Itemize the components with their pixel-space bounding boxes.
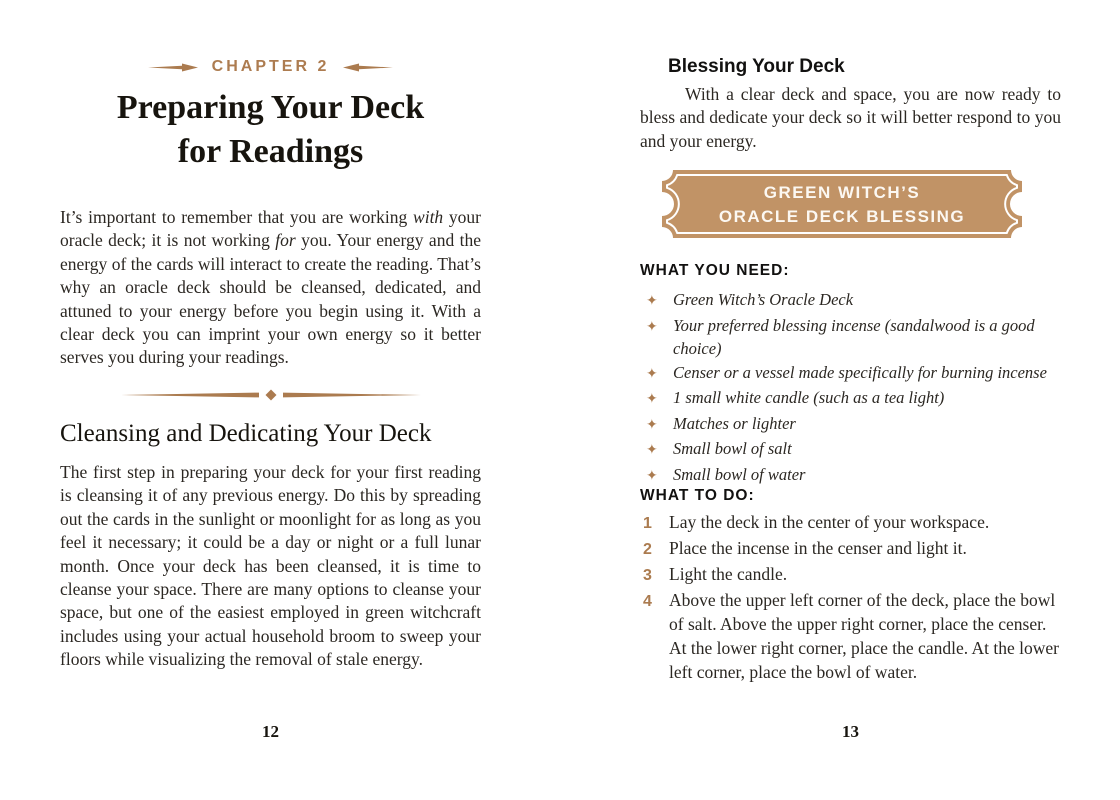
step-number: 3 xyxy=(643,567,652,584)
section-divider xyxy=(60,388,481,402)
divider-ornament-icon xyxy=(121,388,421,402)
supply-item xyxy=(640,463,1061,489)
page-number-left: 12 xyxy=(262,722,279,741)
sparkle-bullet-icon: ✦ xyxy=(646,416,658,433)
what-to-do-label: WHAT TO DO: xyxy=(640,487,755,504)
section-paragraph: The first step in preparing your deck for your first reading is cleansing it of any previous energy. Do this by spreading out the cards in the sunlight or moonlight for as long as you feel it necessary; it could be a day or night or a full lunar month. Once your deck has been cleansed, it is time to cleanse your space. There are many options to cleanse your space, but one of the easiest employed in green witchcraft includes using your actual household broom to sweep your floors while visualizing the removal of stale energy. xyxy=(60,462,481,670)
chapter-title xyxy=(60,86,481,174)
item-text: Small bowl of salt xyxy=(673,439,792,458)
blessing-badge xyxy=(662,170,1022,238)
blessing-intro-paragraph: With a clear deck and space, you are now ready to bless and dedicate your deck so it will better respond to you and your energy. xyxy=(640,84,1061,151)
step-item xyxy=(640,536,1061,562)
blessing-subheading: Blessing Your Deck xyxy=(668,56,845,77)
item-text: Light the candle. xyxy=(669,564,788,584)
item-text: Small bowl of water xyxy=(673,464,806,484)
supplies-list xyxy=(640,288,1061,488)
left-page xyxy=(60,0,481,800)
step-number: 2 xyxy=(643,541,652,558)
steps-list xyxy=(640,510,1061,684)
right-page xyxy=(640,0,1061,800)
item-text: 1 small white candle (such as a tea light) xyxy=(673,388,945,407)
item-text: Matches or lighter xyxy=(673,413,796,433)
sparkle-bullet-icon: ✦ xyxy=(646,442,658,458)
item-text: Censer or a vessel made specifically for burning incense xyxy=(673,362,1047,382)
item-text: Above the upper left corner of the deck, place the bowl of salt. Above the upper right corner, place the censer. At the lower right corner, place the candle. At the lower left corner, place the bowl of water. xyxy=(669,590,1059,682)
page-number-right: 13 xyxy=(842,722,859,741)
section-heading: Cleansing and Dedicating Your Deck xyxy=(60,420,432,447)
sparkle-bullet-icon: ✦ xyxy=(646,365,658,382)
step-number: 1 xyxy=(643,515,652,532)
text-run: you. Your energy and the energy of the cards will interact to create the reading. That’s why an oracle deck should be cleansed, dedicated, and attuned to your energy before you begin using it. With a clear deck you can imprint your own energy so it better serves you during your readings. xyxy=(60,230,481,368)
chapter-label: CHAPTER 2 xyxy=(211,58,330,75)
text-run: It’s important to remember that you are working xyxy=(60,207,414,227)
emphasized-text: with xyxy=(413,207,444,227)
badge-title-line2: ORACLE DECK BLESSING xyxy=(718,206,966,226)
badge-title xyxy=(662,170,1022,238)
supply-item xyxy=(640,288,1061,314)
step-item xyxy=(640,510,1061,536)
sparkle-bullet-icon: ✦ xyxy=(646,293,658,309)
item-text: Place the incense in the censer and light it. xyxy=(669,538,967,558)
supply-item xyxy=(640,412,1061,438)
emphasized-text: for xyxy=(275,230,296,251)
chapter-arrow-right-icon xyxy=(341,63,393,72)
chapter-header xyxy=(60,58,481,76)
step-item xyxy=(640,588,1061,684)
item-text: Lay the deck in the center of your workspace. xyxy=(669,512,990,532)
supply-item xyxy=(640,361,1061,387)
what-you-need-label: WHAT YOU NEED: xyxy=(640,262,790,279)
text-run: your oracle deck; it is not working xyxy=(60,207,482,251)
chapter-title-line2: for Readings xyxy=(177,133,364,170)
chapter-arrow-left-icon xyxy=(148,63,200,72)
chapter-intro-paragraph xyxy=(60,206,481,370)
sparkle-bullet-icon: ✦ xyxy=(646,467,658,484)
sparkle-bullet-icon: ✦ xyxy=(646,318,658,335)
step-item xyxy=(640,562,1061,588)
item-text: Your preferred blessing incense (sandalwood is a good choice) xyxy=(673,315,1035,358)
supply-item xyxy=(640,437,1061,463)
step-number: 4 xyxy=(643,593,652,610)
chapter-title-line1: Preparing Your Deck xyxy=(116,89,425,126)
supply-item xyxy=(640,314,1061,361)
supply-item xyxy=(640,386,1061,412)
badge-title-line1: GREEN WITCH’S xyxy=(763,182,921,202)
item-text: Green Witch’s Oracle Deck xyxy=(673,290,854,309)
sparkle-bullet-icon: ✦ xyxy=(646,391,658,407)
